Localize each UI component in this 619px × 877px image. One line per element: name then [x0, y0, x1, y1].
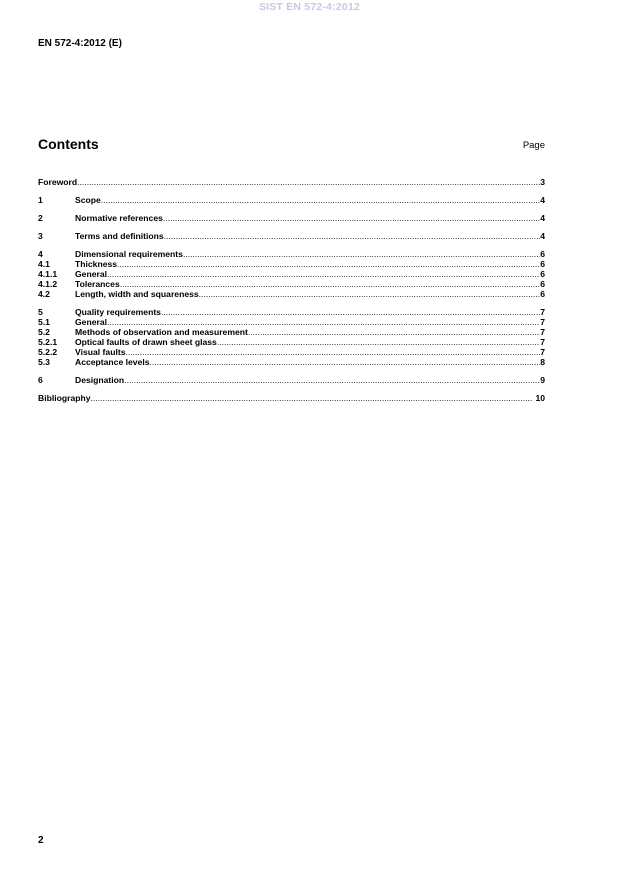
- toc-dot-leader: [120, 279, 540, 289]
- toc-entry-scope[interactable]: [38, 195, 545, 205]
- document-id: EN 572-4:2012 (E): [38, 38, 122, 49]
- toc-dot-leader: [124, 375, 540, 385]
- page-column-label: Page: [522, 140, 545, 151]
- toc-dot-leader: [91, 393, 533, 403]
- toc-entry-title: General: [75, 317, 108, 327]
- toc-entry-page: 3: [540, 177, 545, 187]
- toc-entry-acceptance-levels[interactable]: [38, 357, 545, 367]
- toc-entry-number: 4.2: [38, 289, 50, 299]
- toc-entry-page: 6: [540, 269, 545, 279]
- toc-entry-title: Methods of observation and measurement: [75, 327, 248, 337]
- toc-entry-page: 10: [535, 393, 545, 403]
- toc-dot-leader: [125, 347, 540, 357]
- toc-entry-length-width-squareness[interactable]: [38, 289, 545, 299]
- toc-entry-title: Designation: [75, 375, 125, 385]
- toc-entry-quality-general[interactable]: [38, 317, 545, 327]
- toc-entry-page: 6: [540, 289, 545, 299]
- toc-entry-page: 7: [540, 347, 545, 357]
- toc-entry-tolerances[interactable]: [38, 279, 545, 289]
- toc-entry-page: 7: [540, 337, 545, 347]
- toc-entry-normative-references[interactable]: [38, 213, 545, 223]
- toc-entry-title: Visual faults: [75, 347, 126, 357]
- toc-entry-page: 7: [540, 307, 545, 317]
- toc-dot-leader: [183, 249, 540, 259]
- toc-dot-leader: [107, 317, 540, 327]
- toc-entry-title: Optical faults of drawn sheet glass: [75, 337, 217, 347]
- toc-entry-number: 5.3: [38, 357, 50, 367]
- toc-entry-page: 6: [540, 279, 545, 289]
- toc-dot-leader: [161, 307, 540, 317]
- watermark: SIST EN 572-4:2012: [258, 1, 361, 13]
- toc-dot-leader: [117, 259, 540, 269]
- toc-entry-page: 7: [540, 327, 545, 337]
- toc-dot-leader: [163, 213, 540, 223]
- toc-entry-number: 5.1: [38, 317, 50, 327]
- toc-entry-page: 7: [540, 317, 545, 327]
- toc-entry-designation[interactable]: [38, 375, 545, 385]
- toc-dot-leader: [77, 177, 540, 187]
- toc-entry-foreword[interactable]: [38, 177, 545, 187]
- toc-entry-thickness[interactable]: [38, 259, 545, 269]
- toc-entry-page: 4: [540, 195, 545, 205]
- toc-entry-number: 6: [38, 375, 43, 385]
- contents-title: Contents: [38, 136, 99, 152]
- toc-entry-methods-of-observation[interactable]: [38, 327, 545, 337]
- toc-dot-leader: [164, 231, 541, 241]
- page-number: 2: [38, 835, 44, 846]
- toc-entry-number: 3: [38, 231, 43, 241]
- toc-entry-terms-and-definitions[interactable]: [38, 231, 545, 241]
- toc-entry-quality-requirements[interactable]: [38, 307, 545, 317]
- toc-entry-page: 4: [540, 213, 545, 223]
- toc-entry-title: Bibliography: [38, 393, 91, 403]
- toc-entry-dimensional-requirements[interactable]: [38, 249, 545, 259]
- toc-entry-bibliography[interactable]: [38, 393, 545, 403]
- toc-entry-title: Length, width and squareness: [75, 289, 199, 299]
- toc-entry-number: 4.1: [38, 259, 50, 269]
- toc-entry-page: 8: [540, 357, 545, 367]
- toc-dot-leader: [101, 195, 540, 205]
- toc-entry-number: 5.2.1: [38, 337, 58, 347]
- toc-entry-optical-faults[interactable]: [38, 337, 545, 347]
- toc-entry-number: 2: [38, 213, 43, 223]
- toc-entry-title: General: [75, 269, 108, 279]
- toc-dot-leader: [217, 337, 540, 347]
- toc-entry-page: 6: [540, 249, 545, 259]
- toc-entry-title: Normative references: [75, 213, 163, 223]
- toc-dot-leader: [199, 289, 541, 299]
- toc-entry-number: 5.2.2: [38, 347, 58, 357]
- toc-dot-leader: [248, 327, 540, 337]
- table-of-contents: [38, 177, 545, 403]
- toc-entry-number: 4.1.1: [38, 269, 58, 279]
- toc-entry-title: Scope: [75, 195, 101, 205]
- toc-entry-visual-faults[interactable]: [38, 347, 545, 357]
- toc-entry-title: Foreword: [38, 177, 78, 187]
- toc-entry-number: 5: [38, 307, 43, 317]
- toc-entry-number: 5.2: [38, 327, 50, 337]
- toc-entry-thickness-general[interactable]: [38, 269, 545, 279]
- toc-entry-title: Quality requirements: [75, 307, 161, 317]
- toc-dot-leader: [150, 357, 541, 367]
- toc-entry-page: 6: [540, 259, 545, 269]
- toc-entry-page: 4: [540, 231, 545, 241]
- toc-entry-title: Acceptance levels: [75, 357, 150, 367]
- toc-entry-number: 4.1.2: [38, 279, 58, 289]
- toc-entry-title: Thickness: [75, 259, 118, 269]
- toc-entry-number: 4: [38, 249, 43, 259]
- toc-entry-title: Terms and definitions: [75, 231, 164, 241]
- toc-entry-title: Tolerances: [75, 279, 120, 289]
- toc-entry-title: Dimensional requirements: [75, 249, 183, 259]
- toc-entry-number: 1: [38, 195, 43, 205]
- toc-entry-page: 9: [540, 375, 545, 385]
- toc-dot-leader: [107, 269, 540, 279]
